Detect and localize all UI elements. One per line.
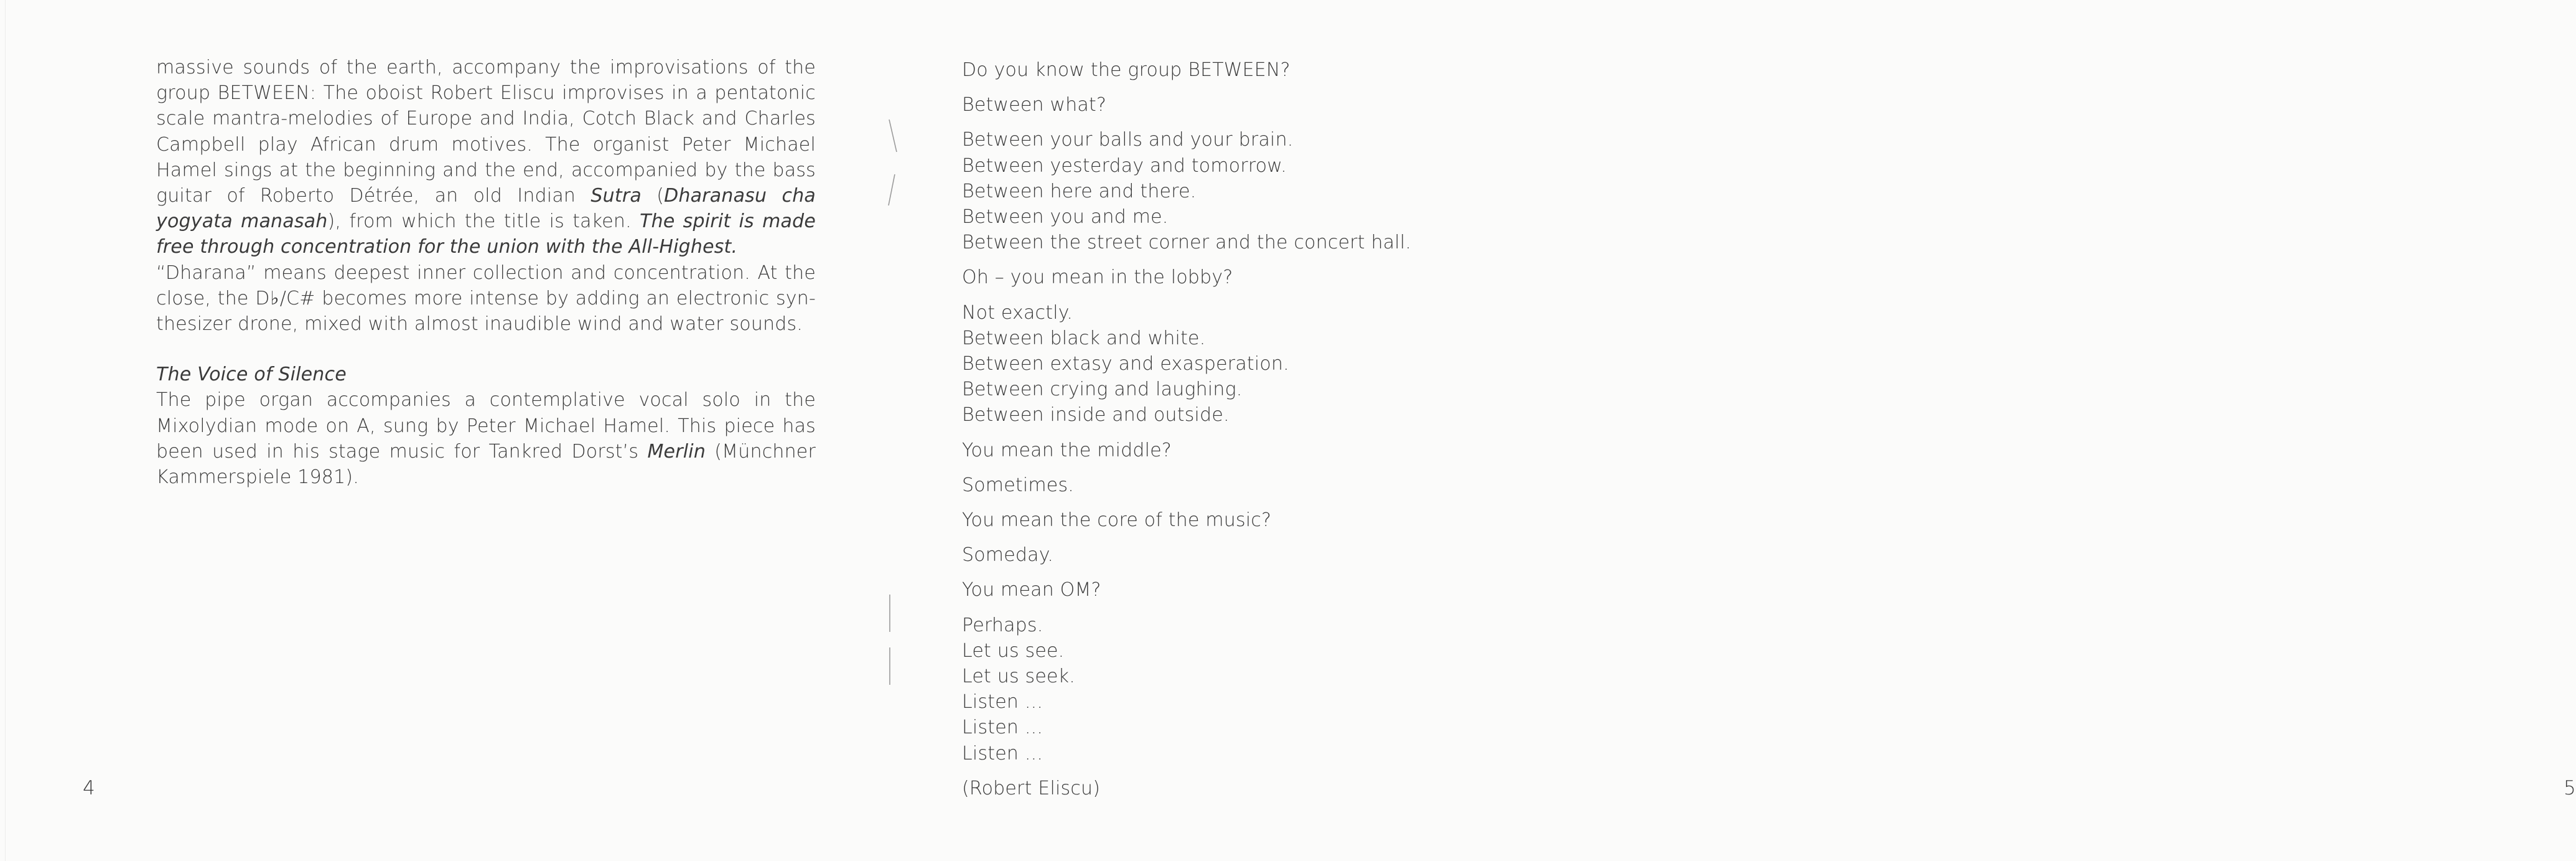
text-run: massive sounds of the earth, accompany the improvisations of the group BETWEEN: The oboist Robert Eliscu improvises in a pentatonic scale mantra-melodies of Europe and India, Cotch Black and Charles Campbell play African drum motives. The organist Peter Michael Hamel sings at the beginning and the end, accompanied by the bass guitar of Roberto Détrée, an old Indian xyxy=(156,57,816,207)
text-run: ), from which the title is taken. xyxy=(327,210,640,233)
page-number-left: 4 xyxy=(83,777,95,799)
page-number-right: 5 xyxy=(2564,777,2576,799)
pencil-mark-slash xyxy=(889,174,895,205)
dialogue-poem xyxy=(962,57,1646,811)
text-run: ( xyxy=(641,185,665,207)
italic-text: Merlin xyxy=(647,440,706,463)
dialogue-line: You mean the core of the music? xyxy=(962,509,1272,532)
dialogue-stanza xyxy=(962,127,1646,255)
text-run: (Münchner Kammerspiele 1981). xyxy=(156,440,816,489)
italic-text: Sutra xyxy=(590,185,642,207)
dialogue-line: Between inside and outside. xyxy=(962,404,1230,426)
body-paragraph xyxy=(156,55,816,260)
dialogue-line: Listen ... xyxy=(962,691,1043,713)
dialogue-stanza xyxy=(962,776,1646,801)
italic-text: Dharanasu cha yogyata manasah xyxy=(156,185,816,233)
dialogue-stanza xyxy=(962,57,1646,83)
dialogue-line: Between black and white. xyxy=(962,327,1206,349)
dialogue-line: Oh – you mean in the lobby? xyxy=(962,266,1233,289)
dialogue-line: Between crying and laughing. xyxy=(962,379,1243,401)
dialogue-line: Listen ... xyxy=(962,717,1043,739)
dialogue-stanza xyxy=(962,613,1646,766)
dialogue-line: Between the street corner and the concert hall. xyxy=(962,232,1412,254)
dialogue-line: Let us see. xyxy=(962,639,1065,662)
italic-text: The spirit is made free through concentration for the union with the All-Highest. xyxy=(156,210,816,258)
section-paragraph xyxy=(156,387,816,490)
dialogue-line: Not exactly. xyxy=(962,301,1073,324)
dialogue-line: Let us seek. xyxy=(962,666,1075,688)
text-run: “Dharana” means deepest inner collection and concentration. At the close, the D♭/C# becomes more intense by adding an electronic syn-thesizer drone, mixed with almost inaudible wind and water sounds. xyxy=(156,261,816,336)
dialogue-line: Perhaps. xyxy=(962,614,1043,636)
left-page xyxy=(0,0,880,861)
left-page-body xyxy=(156,55,816,490)
dialogue-line: Do you know the group BETWEEN? xyxy=(962,59,1290,81)
dialogue-line: Between your balls and your brain. xyxy=(962,129,1294,151)
body-paragraph xyxy=(156,260,816,337)
dialogue-line: Between you and me. xyxy=(962,206,1169,228)
dialogue-line: Between here and there. xyxy=(962,180,1197,202)
dialogue-stanza xyxy=(962,542,1646,568)
dialogue-line: Listen ... xyxy=(962,742,1043,765)
dialogue-line: You mean the middle? xyxy=(962,439,1172,461)
dialogue-stanza xyxy=(962,265,1646,290)
pencil-mark-backslash xyxy=(889,120,897,152)
paragraph-gap xyxy=(156,337,816,362)
dialogue-stanza xyxy=(962,473,1646,498)
text-run: The pipe organ accompanies a contemplative vocal solo in the Mixolydian mode on A, sung by Peter Michael Hamel. This piece has been used in his stage music for Tankred Dorst’s xyxy=(156,389,816,463)
dialogue-line: Between extasy and exasperation. xyxy=(962,353,1289,375)
section-title xyxy=(156,362,816,387)
section-title-text: The Voice of Silence xyxy=(156,364,347,386)
dialogue-stanza xyxy=(962,92,1646,118)
dialogue-line: Sometimes. xyxy=(962,474,1075,496)
dialogue-line: Between yesterday and tomorrow. xyxy=(962,154,1287,177)
dialogue-line: (Robert Eliscu) xyxy=(962,777,1101,799)
dialogue-line: Someday. xyxy=(962,544,1054,567)
dialogue-stanza xyxy=(962,507,1646,533)
dialogue-stanza xyxy=(962,577,1646,603)
dialogue-stanza xyxy=(962,300,1646,428)
dialogue-line: Between what? xyxy=(962,94,1107,116)
dialogue-line: You mean OM? xyxy=(962,579,1101,601)
gutter-pencil-marks xyxy=(877,112,902,703)
dialogue-stanza xyxy=(962,438,1646,463)
